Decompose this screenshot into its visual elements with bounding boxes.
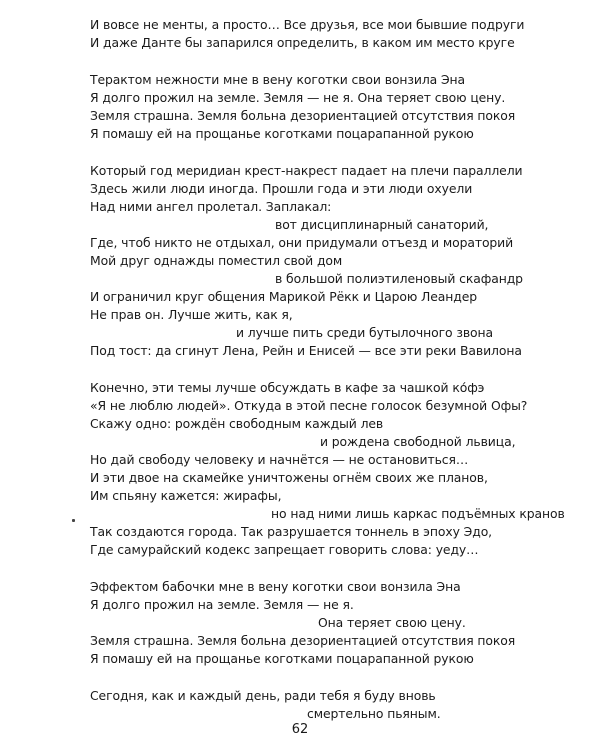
poem-line: Мой друг однажды поместил свой дом (90, 253, 343, 268)
poem-line: Земля страшна. Земля больна дезориентацией отсутствия покоя (90, 108, 516, 123)
poem-line: Конечно, эти темы лучше обсуждать в кафе за чашкой ко́фэ (90, 380, 485, 395)
poem-line: И ограничил круг общения Марикой Рёкк и Царою Леандер (90, 289, 478, 304)
poem-line: Сегодня, как и каждый день, ради тебя я буду вновь (90, 688, 436, 703)
poem-line: Им спьяну кажется: жирафы, (90, 488, 282, 503)
poem-line: И вовсе не менты, а просто… Все друзья, все мои бывшие подруги (90, 17, 525, 32)
poem-line: И эти двое на скамейке уничтожены огнём своих же планов, (90, 470, 488, 485)
poem-line: Эффектом бабочки мне в вену коготки свои вонзила Эна (90, 579, 461, 594)
poem-line: Я помашу ей на прощанье коготками поцарапанной рукою (90, 126, 474, 141)
poem-line-indented: но над ними лишь каркас подъёмных кранов (271, 506, 565, 521)
poem-line: «Я не люблю людей». Откуда в этой песне голосок безумной Офы? (90, 398, 528, 413)
poem-line: Терактом нежности мне в вену коготки свои вонзила Эна (90, 72, 466, 87)
poem-line-indented: смертельно пьяным. (307, 706, 441, 721)
stanza-5 (90, 578, 570, 668)
poem-line-indented: Она теряет свою цену. (318, 615, 466, 630)
poem-line: Который год меридиан крест-накрест падает на плечи параллели (90, 163, 523, 178)
poem-line: Я помашу ей на прощанье коготками поцарапанной рукою (90, 651, 474, 666)
poem-line: Я долго прожил на земле. Земля — не я. (90, 597, 354, 612)
stanza-1 (90, 16, 570, 52)
poem-line: Над ними ангел пролетал. Заплакал: (90, 199, 332, 214)
poem-line: Так создаются города. Так разрушается тоннель в эпоху Эдо, (90, 524, 493, 539)
poem-line-indented: и рождена свободной львица, (320, 434, 516, 449)
stanza-4 (90, 379, 570, 559)
poem-line: Где самурайский кодекс запрещает говорить слова: уеду… (90, 542, 479, 557)
stanza-2 (90, 71, 570, 143)
poem-text (90, 16, 570, 742)
poem-line-indented: в большой полиэтиленовый скафандр (275, 271, 523, 286)
poem-line-indented: вот дисциплинарный санаторий, (275, 217, 489, 232)
poem-line: Не прав он. Лучше жить, как я, (90, 307, 293, 322)
poem-line: Земля страшна. Земля больна дезориентацией отсутствия покоя (90, 633, 516, 648)
poem-line: Я долго прожил на земле. Земля — не я. Она теряет свою цену. (90, 90, 506, 105)
poem-line: И даже Данте бы запарился определить, в каком им место круге (90, 35, 515, 50)
page-number: 62 (291, 722, 309, 737)
poem-line: Где, чтоб никто не отдыхал, они придумали отъезд и мораторий (90, 235, 514, 250)
poem-line: Но дай свободу человеку и начнётся — не остановиться… (90, 452, 469, 467)
print-speck (72, 519, 75, 522)
stanza-6 (90, 687, 570, 723)
poem-line: Под тост: да сгинут Лена, Рейн и Енисей — все эти реки Вавилона (90, 343, 522, 358)
stanza-3 (90, 162, 570, 360)
poem-line: Здесь жили люди иногда. Прошли года и эти люди охуели (90, 181, 473, 196)
poem-line-indented: и лучше пить среди бутылочного звона (236, 325, 494, 340)
poem-line: Скажу одно: рождён свободным каждый лев (90, 416, 384, 431)
